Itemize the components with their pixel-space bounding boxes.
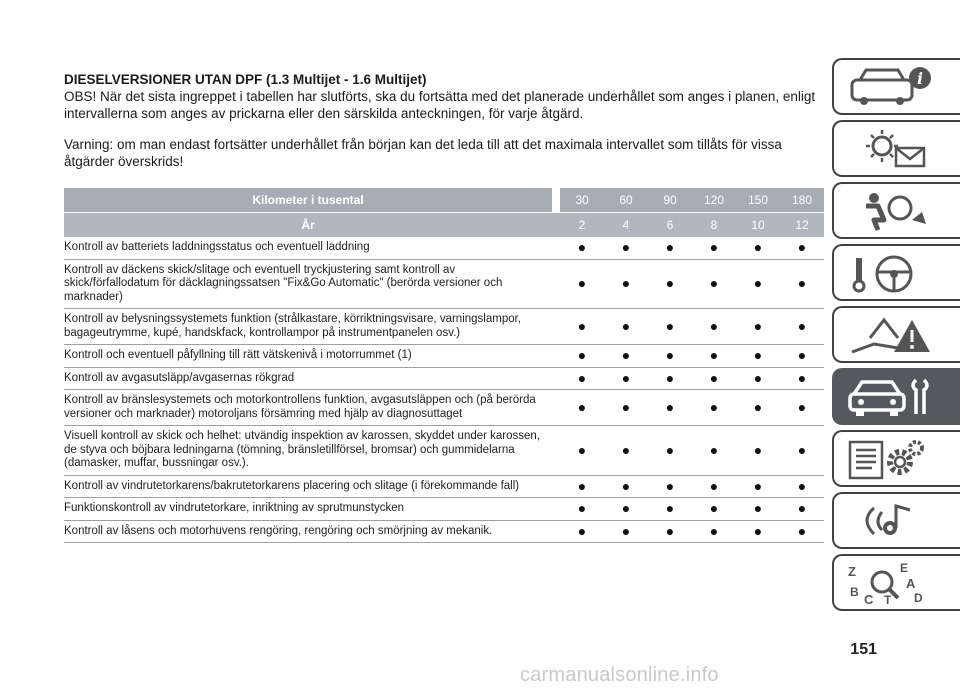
car-info-icon xyxy=(844,66,944,110)
interval-mark: ● xyxy=(736,237,780,259)
interval-mark: ● xyxy=(560,345,604,368)
interval-mark: ● xyxy=(648,345,692,368)
warning-paragraph: Varning: om man endast fortsätter underhållet från början kan det leda till att det maximala intervallet som tillåts för vissa åtgärder överskrids! xyxy=(64,137,782,169)
interval-mark: ● xyxy=(560,390,604,426)
table-row xyxy=(64,367,824,390)
watermark: carmanualsonline.info xyxy=(520,664,719,686)
interval-mark: ● xyxy=(648,237,692,259)
interval-mark: ● xyxy=(604,367,648,390)
km-value: 60 xyxy=(604,188,648,213)
interval-mark: ● xyxy=(736,498,780,521)
chapter-tabs xyxy=(832,58,960,616)
interval-mark: ● xyxy=(604,475,648,498)
tab-index[interactable] xyxy=(832,554,960,611)
interval-mark: ● xyxy=(604,520,648,543)
car-maintenance-wrench-icon xyxy=(844,376,944,420)
interval-mark: ● xyxy=(692,237,736,259)
key-steering-wheel-icon xyxy=(844,252,944,296)
emergency-triangle-icon xyxy=(844,314,944,358)
year-header-label: År xyxy=(64,213,552,238)
interval-mark: ● xyxy=(780,259,824,309)
svg-text:i: i xyxy=(917,69,924,88)
airbag-safety-icon xyxy=(844,190,944,234)
maintenance-content xyxy=(64,72,824,543)
interval-mark: ● xyxy=(648,367,692,390)
interval-mark: ● xyxy=(604,259,648,309)
interval-mark: ● xyxy=(736,309,780,345)
tab-starting-driving[interactable] xyxy=(832,244,960,301)
tab-maintenance[interactable] xyxy=(832,368,960,425)
interval-mark: ● xyxy=(560,367,604,390)
index-letter: A xyxy=(906,576,916,591)
section-heading: DIESELVERSIONER UTAN DPF (1.3 Multijet - 1.6 Multijet) xyxy=(64,72,427,87)
index-letter: D xyxy=(914,591,923,605)
km-value: 150 xyxy=(736,188,780,213)
interval-mark: ● xyxy=(692,367,736,390)
index-letter: T xyxy=(884,593,892,606)
interval-mark: ● xyxy=(648,259,692,309)
year-value: 10 xyxy=(736,213,780,238)
table-row xyxy=(64,426,824,476)
interval-mark: ● xyxy=(648,498,692,521)
interval-mark: ● xyxy=(736,367,780,390)
row-description: Kontroll av låsens och motorhuvens rengöring, rengöring och smörjning av mekanik. xyxy=(64,520,552,543)
row-description: Kontroll av vindrutetorkarens/bakrutetorkarens placering och slitage (i förekommande fall) xyxy=(64,475,552,498)
interval-mark: ● xyxy=(780,498,824,521)
warning-light-message-icon xyxy=(844,128,944,172)
year-value: 6 xyxy=(648,213,692,238)
interval-mark: ● xyxy=(604,237,648,259)
interval-mark: ● xyxy=(780,367,824,390)
interval-mark: ● xyxy=(692,309,736,345)
row-description: Kontroll av belysningssystemets funktion (strålkastare, körriktningsvisare, varningslampor, bagageutrymme, kupé, handskfack, kontrollampor på instrumentpanelen osv.) xyxy=(64,309,552,345)
interval-mark: ● xyxy=(692,475,736,498)
interval-mark: ● xyxy=(648,426,692,476)
maintenance-rows xyxy=(64,237,824,543)
interval-mark: ● xyxy=(780,475,824,498)
multimedia-music-icon xyxy=(844,500,944,544)
interval-mark: ● xyxy=(736,259,780,309)
tab-warning-lights[interactable] xyxy=(832,120,960,177)
km-value: 30 xyxy=(560,188,604,213)
table-row xyxy=(64,498,824,521)
row-description: Kontroll och eventuell påfyllning till rätt vätskenivå i motorrummet (1) xyxy=(64,345,552,368)
row-description: Kontroll av batteriets laddningsstatus och eventuell laddning xyxy=(64,237,552,259)
km-value: 120 xyxy=(692,188,736,213)
interval-mark: ● xyxy=(780,390,824,426)
table-row xyxy=(64,259,824,309)
page-number: 151 xyxy=(850,641,877,658)
maintenance-table xyxy=(64,188,824,543)
row-description: Visuell kontroll av skick och helhet: utvändig inspektion av karossen, skyddet under karossen, de styva och böjbara ledningarna (tömning, bränsletillförsel, bromsar) och gummidelarna (damasker, muffar, bussningar osv.). xyxy=(64,426,552,476)
interval-mark: ● xyxy=(560,237,604,259)
interval-mark: ● xyxy=(648,309,692,345)
interval-mark: ● xyxy=(780,237,824,259)
tab-technical-data[interactable] xyxy=(832,430,960,487)
interval-mark: ● xyxy=(560,498,604,521)
interval-mark: ● xyxy=(560,426,604,476)
year-value: 2 xyxy=(560,213,604,238)
tab-car-info[interactable] xyxy=(832,58,960,115)
row-description: Funktionskontroll av vindrutetorkare, inriktning av sprutmunstycken xyxy=(64,498,552,521)
interval-mark: ● xyxy=(560,520,604,543)
table-row xyxy=(64,390,824,426)
interval-mark: ● xyxy=(780,426,824,476)
interval-mark: ● xyxy=(692,259,736,309)
interval-mark: ● xyxy=(692,520,736,543)
interval-mark: ● xyxy=(560,475,604,498)
interval-mark: ● xyxy=(692,390,736,426)
interval-mark: ● xyxy=(604,498,648,521)
interval-mark: ● xyxy=(692,498,736,521)
interval-mark: ● xyxy=(736,345,780,368)
tab-multimedia[interactable] xyxy=(832,492,960,549)
row-description: Kontroll av däckens skick/slitage och eventuell tryckjustering samt kontroll av skick/förfallodatum för däcklagningssatsen "Fix&Go Automatic" (berörda versioner och marknader) xyxy=(64,259,552,309)
index-letter: Z xyxy=(848,564,856,579)
alphabetical-index-icon xyxy=(844,562,944,606)
table-row xyxy=(64,345,824,368)
row-description: Kontroll av bränslesystemets och motorkontrollens funktion, avgasutsläppen och (på berörda versioner och marknader) motoroljans försämring med hjälp av diagnosuttaget xyxy=(64,390,552,426)
table-row xyxy=(64,475,824,498)
year-value: 12 xyxy=(780,213,824,238)
km-value: 90 xyxy=(648,188,692,213)
year-header-row xyxy=(64,213,824,238)
table-row xyxy=(64,237,824,259)
interval-mark: ● xyxy=(780,345,824,368)
interval-mark: ● xyxy=(736,475,780,498)
interval-mark: ● xyxy=(736,520,780,543)
interval-mark: ● xyxy=(736,390,780,426)
index-letter: E xyxy=(900,562,909,575)
interval-mark: ● xyxy=(560,259,604,309)
technical-data-gear-icon xyxy=(844,438,944,482)
interval-mark: ● xyxy=(692,345,736,368)
year-value: 4 xyxy=(604,213,648,238)
interval-mark: ● xyxy=(604,426,648,476)
row-description: Kontroll av avgasutsläpp/avgasernas rökgrad xyxy=(64,367,552,390)
year-value: 8 xyxy=(692,213,736,238)
interval-mark: ● xyxy=(692,426,736,476)
km-header-label: Kilometer i tusental xyxy=(64,188,552,213)
index-letter: C xyxy=(864,592,874,606)
interval-mark: ● xyxy=(648,390,692,426)
tab-emergency[interactable] xyxy=(832,306,960,363)
intro-paragraph: OBS! När det sista ingreppet i tabellen har slutförts, ska du fortsätta med det planerade underhållet som anges i planen, enligt intervallerna som anges av prickarna eller den särskilda anteckningen, för varje åtgärd. xyxy=(64,89,816,121)
interval-mark: ● xyxy=(604,345,648,368)
table-row xyxy=(64,309,824,345)
km-header-row xyxy=(64,188,824,213)
interval-mark: ● xyxy=(648,475,692,498)
interval-mark: ● xyxy=(780,520,824,543)
interval-mark: ● xyxy=(604,309,648,345)
km-value: 180 xyxy=(780,188,824,213)
interval-mark: ● xyxy=(736,426,780,476)
tab-safety[interactable] xyxy=(832,182,960,239)
interval-mark: ● xyxy=(604,390,648,426)
index-letter: B xyxy=(850,585,859,599)
interval-mark: ● xyxy=(780,309,824,345)
interval-mark: ● xyxy=(648,520,692,543)
table-row xyxy=(64,520,824,543)
interval-mark: ● xyxy=(560,309,604,345)
